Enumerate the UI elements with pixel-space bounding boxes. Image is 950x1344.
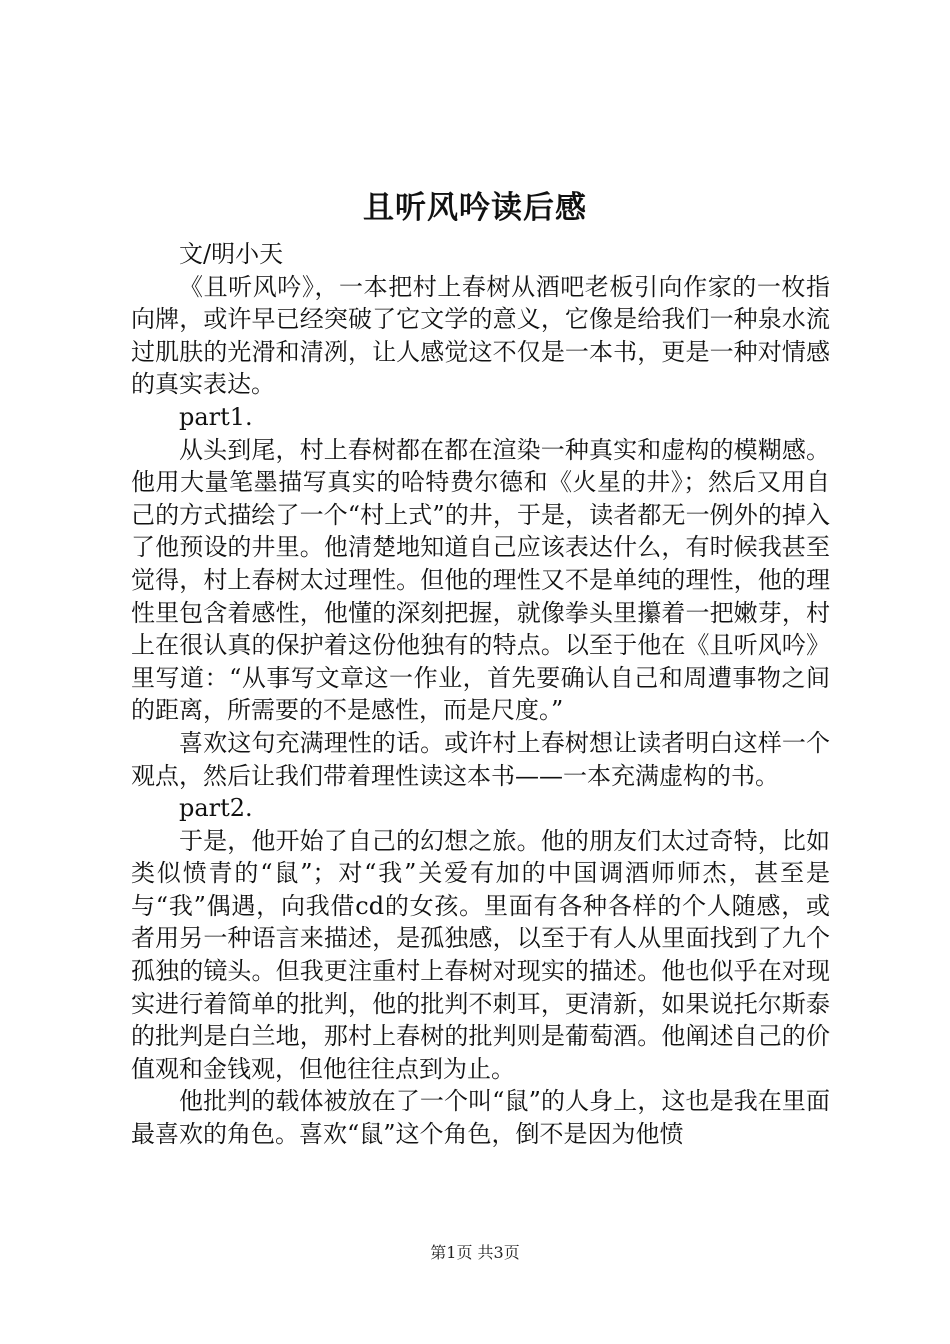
paragraph-part1-comment: 喜欢这句充满理性的话。或许村上春树想让读者明白这样一个观点，然后让我们带着理性读这本书——一本充满虚构的书。 <box>131 728 830 790</box>
page-footer: 第1页 共3页 <box>430 1243 520 1262</box>
author-line: 文/明小天 <box>179 240 284 268</box>
document-body <box>131 238 830 1151</box>
paragraph-part2-main: 于是，他开始了自己的幻想之旅。他的朋友们太过奇特，比如类似愤青的“鼠”；对“我”关爱有加的中国调酒师师杰，甚至是与“我”偶遇，向我借cd的女孩。里面有各种各样的个人随感，或者用另一种语言来描述，是孤独感，以至于有人从里面找到了九个孤独的镜头。但我更注重村上春树对现实的描述。他也似乎在对现实进行着简单的批判，他的批判不刺耳，更清新，如果说托尔斯泰的批判是白兰地，那村上春树的批判则是葡萄酒。他阐述自己的价值观和金钱观，但他往往点到为止。 <box>131 826 830 1083</box>
paragraph-part2-critique: 他批判的载体被放在了一个叫“鼠”的人身上，这也是我在里面最喜欢的角色。喜欢“鼠”这个角色，倒不是因为他愤 <box>131 1087 830 1149</box>
document-title: 且听风吟读后感 <box>363 190 587 226</box>
paragraph-part1-main: 从头到尾，村上春树都在都在渲染一种真实和虚构的模糊感。他用大量笔墨描写真实的哈特费尔德和《火星的井》；然后又用自己的方式描绘了一个“村上式”的井，于是，读者都无一例外的掉入了他预设的井里。他清楚地知道自己应该表达什么，有时候我甚至觉得，村上春树太过理性。但他的理性又不是单纯的理性，他的理性里包含着感性，他懂的深刻把握，就像拳头里攥着一把嫩芽，村上在很认真的保护着这份他独有的特点。以至于他在《且听风吟》里写道：“从事写文章这一作业，首先要确认自己和周遭事物之间的距离，所需要的不是感性，而是尺度。” <box>131 435 830 725</box>
section-heading-part2: part2. <box>179 794 253 823</box>
paragraph-intro: 《且听风吟》，一本把村上春树从酒吧老板引向作家的一枚指向牌，或许早已经突破了它文学的意义，它像是给我们一种泉水流过肌肤的光滑和清冽，让人感觉这不仅是一本书，更是一种对情感的真实表达。 <box>131 272 830 399</box>
section-heading-part1: part1. <box>179 402 253 431</box>
